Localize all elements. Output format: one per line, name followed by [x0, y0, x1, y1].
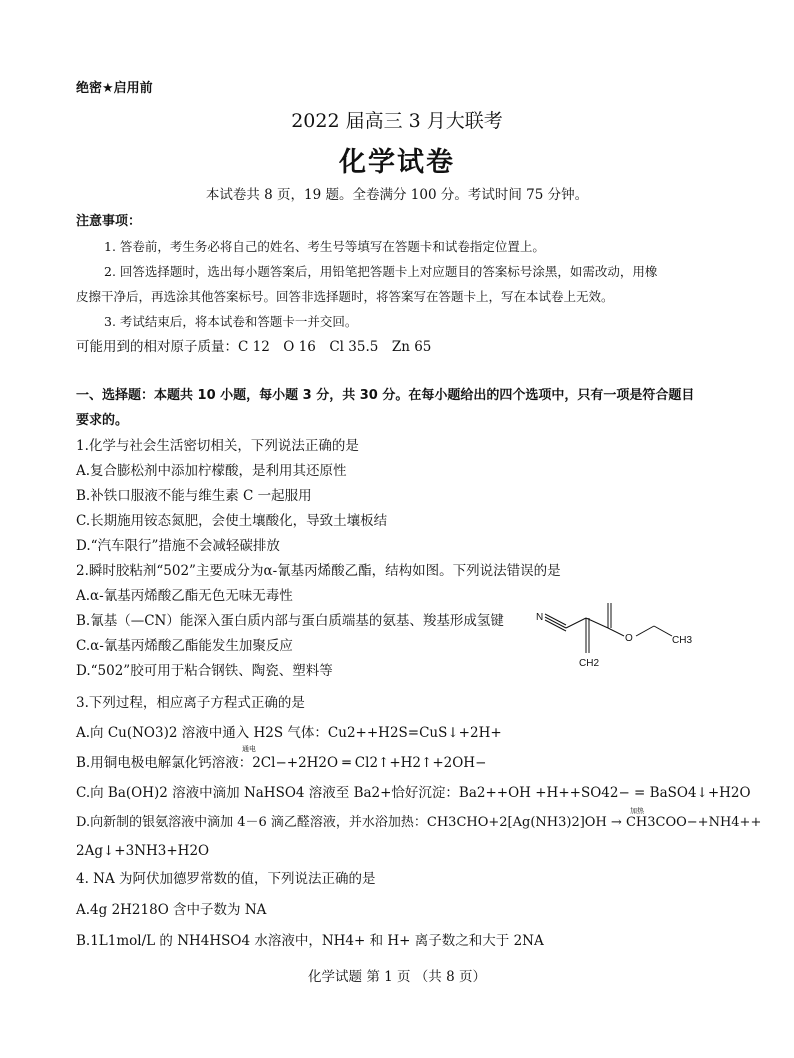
q2-stem: 2.瞬时胶粘剂“502”主要成分为α-氰基丙烯酸乙酯，结构如图。下列说法错误的是 [76, 563, 561, 579]
q4-option-b: B.1L1mol/L 的 NH4HSO4 水溶液中，NH4+ 和 H+ 离子数之和大于 2NA [76, 933, 544, 949]
exam-title: 2022 届高三 3 月大联考 [291, 110, 503, 132]
q1-option-c: C.长期施用铵态氮肥，会使土壤酸化，导致土壤板结 [76, 513, 388, 529]
q3-b-condition: 通电 [242, 745, 256, 753]
ethyl-cyanoacrylate-structure [536, 598, 696, 676]
structure-label-ch3: CH3 [672, 635, 693, 646]
q3-option-a: A.向 Cu(NO3)2 溶液中通入 H2S 气体：Cu2++H2S=CuS↓+2H+ [76, 725, 502, 741]
q3-option-c: C.向 Ba(OH)2 溶液中滴加 NaHSO4 溶液至 Ba2+恰好沉淀：Ba2++OH +H++SO42− = BaSO4↓+H2O [76, 785, 751, 801]
page-footer: 化学试题 第 1 页 （共 8 页） [308, 969, 486, 985]
notice-item-2-cont: 皮擦干净后，再选涂其他答案标号。回答非选择题时，将答案写在答题卡上，写在本试卷上无效。 [76, 289, 614, 304]
q1-option-a: A.复合膨松剂中添加柠檬酸，是利用其还原性 [76, 463, 347, 479]
q1-option-d: D.“汽车限行”措施不会减轻碳排放 [76, 538, 280, 554]
structure-label-n: N [536, 612, 544, 623]
q4-stem: 4. NA 为阿伏加德罗常数的值，下列说法正确的是 [76, 871, 376, 887]
q4-option-a: A.4g 2H218O 含中子数为 NA [76, 902, 267, 918]
q3-d-condition: 加热 [630, 807, 644, 815]
structure-label-o: O [625, 633, 633, 644]
notice-heading: 注意事项： [76, 214, 142, 229]
q3-option-d: D.向新制的银氨溶液中滴加 4－6 滴乙醛溶液，并水浴加热：CH3CHO+2[Ag(NH3)2]OH → CH3COO−+NH4++ [76, 815, 762, 830]
atomic-mass: 可能用到的相对原子质量：C 12 O 16 Cl 35.5 Zn 65 [76, 339, 432, 355]
q3-stem: 3.下列过程，相应离子方程式正确的是 [76, 695, 305, 711]
q1-option-b: B.补铁口服液不能与维生素 C 一起服用 [76, 488, 312, 504]
q2-option-d: D.“502”胶可用于粘合钢铁、陶瓷、塑料等 [76, 663, 333, 679]
subject-title: 化学试卷 [339, 147, 455, 178]
secret-label: 绝密★启用前 [76, 81, 153, 96]
structure-label-ch2: CH2 [579, 658, 600, 669]
notice-item-1: 1. 答卷前，考生务必将自己的姓名、考生号等填写在答题卡和试卷指定位置上。 [104, 239, 545, 254]
notice-item-2: 2. 回答选择题时，选出每小题答案后，用铅笔把答题卡上对应题目的答案标号涂黑，如需改动，用橡 [104, 264, 658, 279]
q2-option-a: A.α-氰基丙烯酸乙酯无色无味无毒性 [76, 588, 293, 604]
section-heading: 一、选择题：本题共 10 小题，每小题 3 分，共 30 分。在每小题给出的四个选项中，只有一项是符合题目 [76, 388, 695, 403]
q3-option-d-cont: 2Ag↓+3NH3+H2O [76, 843, 210, 859]
exam-info: 本试卷共 8 页，19 题。全卷满分 100 分。考试时间 75 分钟。 [205, 187, 589, 203]
q3-option-b: B.用铜电极电解氯化钙溶液：2Cl−+2H2O ═ Cl2↑+H2↑+2OH− [76, 755, 487, 771]
notice-item-3: 3. 考试结束后，将本试卷和答题卡一并交回。 [104, 314, 358, 329]
q2-option-c: C.α-氰基丙烯酸乙酯能发生加聚反应 [76, 638, 293, 654]
q1-stem: 1.化学与社会生活密切相关，下列说法正确的是 [76, 438, 359, 454]
section-heading-cont: 要求的。 [76, 413, 129, 428]
q2-option-b: B.氰基（—CN）能深入蛋白质内部与蛋白质端基的氨基、羧基形成氢键 [76, 613, 504, 629]
